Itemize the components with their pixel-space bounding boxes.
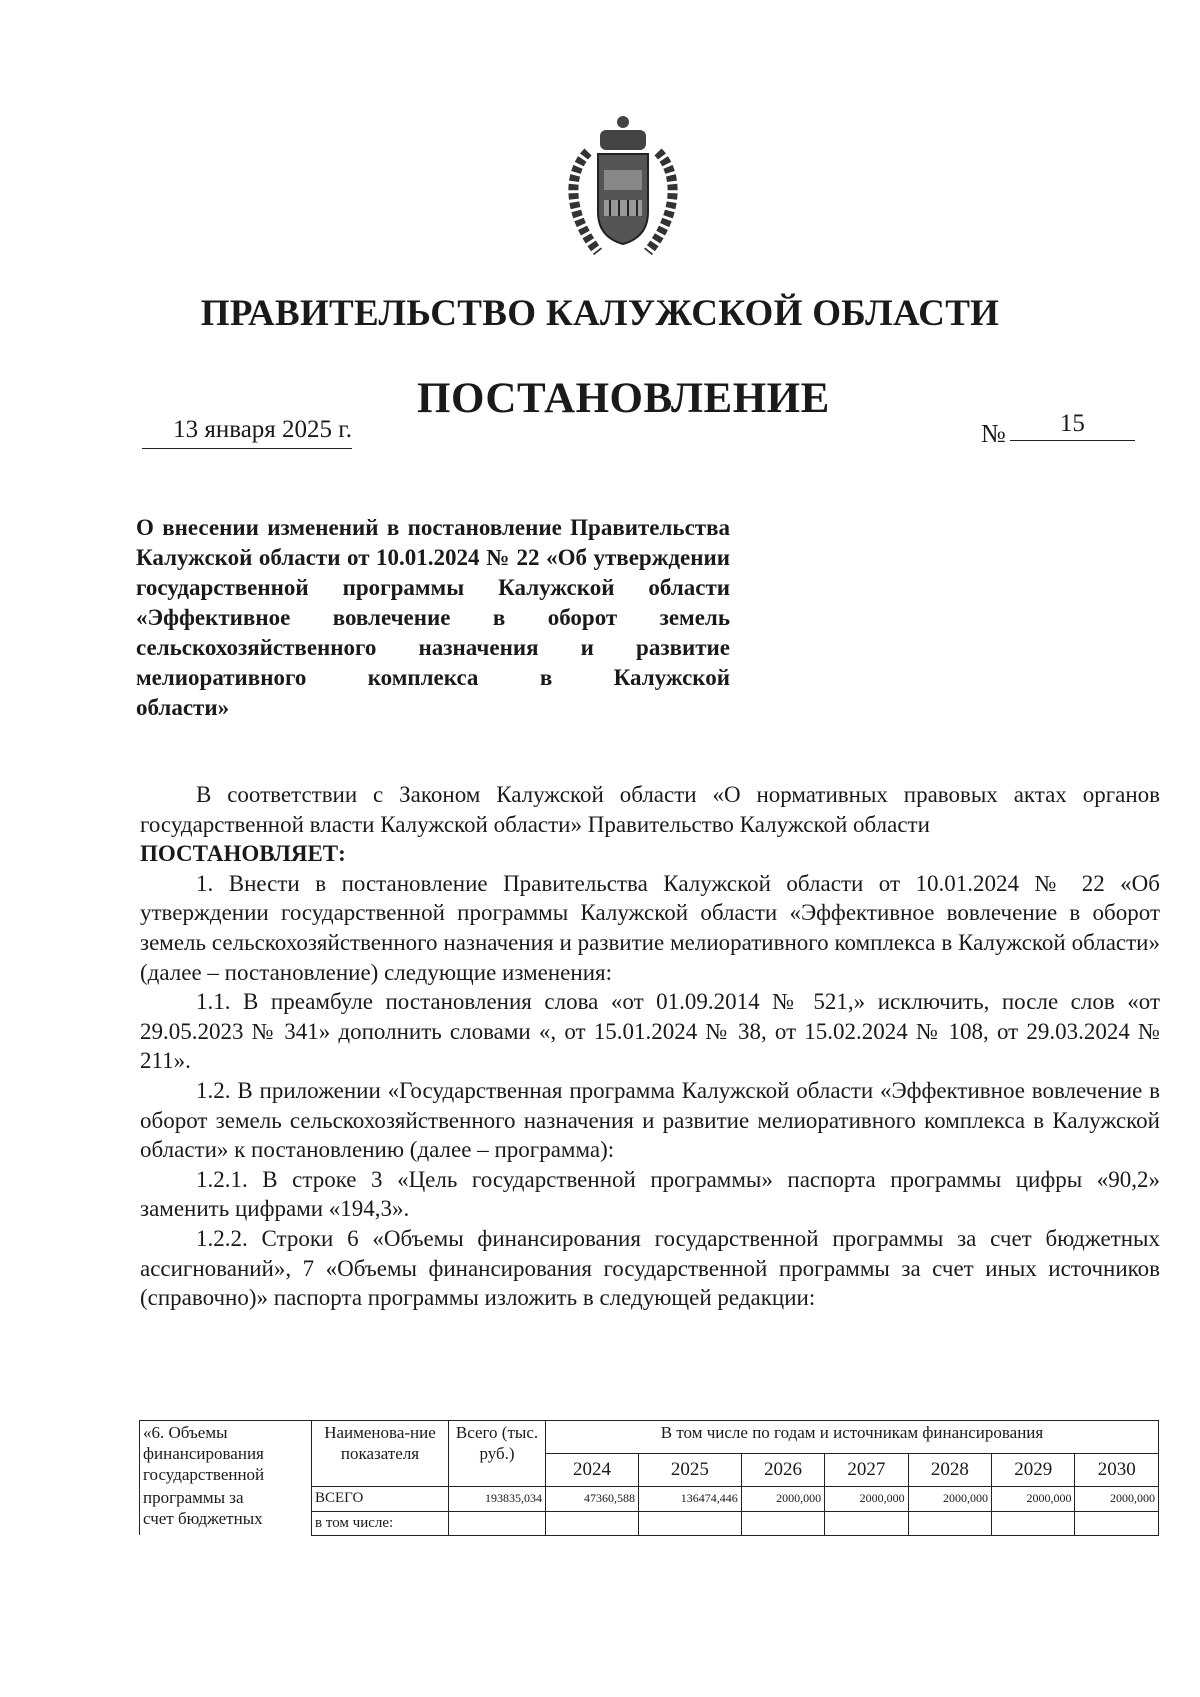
table-row-total: [140, 1486, 1159, 1511]
caption-line: государственной: [143, 1465, 265, 1484]
year-cell: 2025: [639, 1453, 742, 1486]
document-kind: ПОСТАНОВЛЕНИЕ: [417, 375, 830, 422]
empty-cell: [825, 1511, 908, 1535]
year-cell: 2027: [825, 1453, 908, 1486]
resolves-heading: ПОСТАНОВЛЯЕТ:: [140, 841, 346, 867]
year-cell: 2024: [546, 1453, 639, 1486]
total-label: ВСЕГО: [312, 1486, 449, 1511]
year-cell: 2030: [1075, 1453, 1159, 1486]
row-caption-cell: [140, 1421, 312, 1487]
empty-cell: [639, 1511, 742, 1535]
subject-last-line: области»: [136, 695, 230, 720]
total-2029: 2000,000: [992, 1486, 1075, 1511]
caption-line: программы за: [143, 1488, 244, 1507]
subject-text: О внесении изменений в постановление Правительства Калужской области от 10.01.2024 № 22 «Об утверждении государственной программы Калужской области «Эффективное вовлечение в оборот земель сельскохозяйственного назначения и развитие мелиоративного комплекса в Калужской: [136, 515, 730, 690]
year-cell: 2026: [741, 1453, 824, 1486]
total-2025: 136474,446: [639, 1486, 742, 1511]
paragraph-1-2-2: 1.2.2. Строки 6 «Объемы финансирования государственной программы за счет бюджетных ассигнований», 7 «Объемы финансирования государственной программы за счет иных источников (справочно)» паспорта программы изложить в следующей редакции:: [140, 1225, 1160, 1311]
empty-cell: [992, 1511, 1075, 1535]
years-header: В том числе по годам и источникам финансирования: [546, 1421, 1159, 1454]
paragraph-1-2-1: 1.2.1. В строке 3 «Цель государственной программы» паспорта программы цифры «90,2» заменить цифрами «194,3».: [140, 1166, 1160, 1222]
empty-cell: [741, 1511, 824, 1535]
year-cell: 2028: [908, 1453, 991, 1486]
caption-line: счет бюджетных: [143, 1509, 263, 1528]
total-2030: 2000,000: [1075, 1486, 1159, 1511]
kaluga-coat-of-arms-icon: [558, 112, 688, 262]
paragraph-1: 1. Внести в постановление Правительства Калужской области от 10.01.2024 № 22 «Об утверждении государственной программы Калужской области «Эффективное вовлечение в оборот земель сельскохозяйственного назначения и развитие мелиоративного комплекса в Калужской области» (далее – постановление) следующие изменения:: [140, 870, 1160, 985]
empty-cell: [1075, 1511, 1159, 1535]
document-date: 13 января 2025 г.: [142, 416, 352, 449]
document-number: [981, 410, 1135, 449]
paragraph-1-2: 1.2. В приложении «Государственная программа Калужской области «Эффективное вовлечение в оборот земель сельскохозяйственного назначения и развитие мелиоративного комплекса в Калужской области» к постановлению (далее – программа):: [140, 1077, 1160, 1163]
total-2028: 2000,000: [908, 1486, 991, 1511]
total-2024: 47360,588: [546, 1486, 639, 1511]
empty-cell: [908, 1511, 991, 1535]
number-value: 15: [1010, 410, 1135, 441]
caption-line: финансирования: [143, 1444, 264, 1463]
row-caption-cell-cont: [140, 1486, 312, 1535]
empty-cell: [449, 1511, 546, 1535]
paragraph-1-1: 1.1. В преамбуле постановления слова «от 01.09.2014 № 521,» исключить, после слов «от 29.05.2023 № 341» дополнить словами «, от 15.01.2024 № 38, от 15.02.2024 № 108, от 29.03.2024 № 211».: [140, 989, 1160, 1074]
including-label: в том числе:: [312, 1511, 449, 1535]
caption-line: «6. Объемы: [143, 1423, 228, 1442]
total-2026: 2000,000: [741, 1486, 824, 1511]
government-title: ПРАВИТЕЛЬСТВО КАЛУЖСКОЙ ОБЛАСТИ: [200, 293, 1000, 334]
total-sum: 193835,034: [449, 1486, 546, 1511]
indicator-header: Наименова-ние показателя: [312, 1421, 449, 1487]
year-cell: 2029: [992, 1453, 1075, 1486]
document-body: [140, 780, 1160, 1313]
empty-cell: [546, 1511, 639, 1535]
financing-table: [139, 1420, 1159, 1536]
document-subject: [136, 513, 730, 723]
total-header: Всего (тыс. руб.): [449, 1421, 546, 1487]
number-label: №: [981, 419, 1006, 448]
preamble-paragraph: В соответствии с Законом Калужской области «О нормативных правовых актах органов государственной власти Калужской области» Правительство Калужской области: [140, 782, 1160, 837]
total-2027: 2000,000: [825, 1486, 908, 1511]
table-header-row: [140, 1421, 1159, 1454]
